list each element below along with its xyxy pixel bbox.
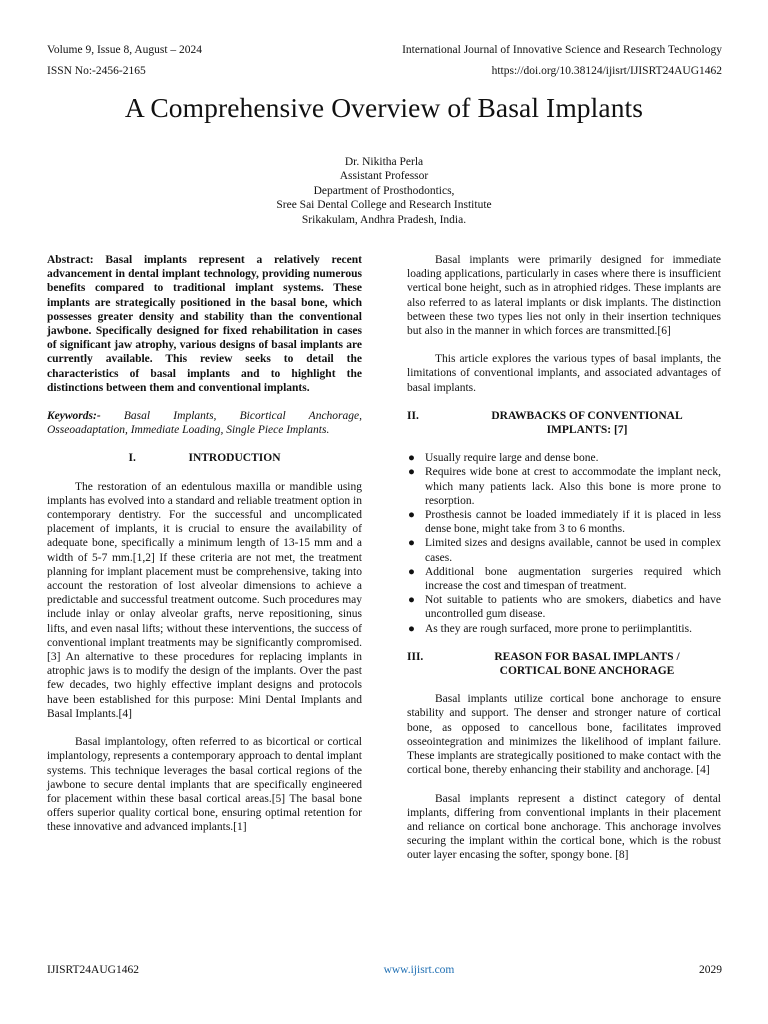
page-number: 2029	[698, 964, 722, 976]
keywords-label: Keywords:-	[47, 410, 101, 423]
author-college: Sree Sai Dental College and Research Institute	[276, 199, 492, 212]
abstract-text: Basal implants represent a relatively recent advancement in dental implant technology, providing numerous benefits compared to traditional implant systems. These implants are strategically positioned in the basal bone, which possesses greater density and stability than the conventional jawbone. Specifically designed for fixed rehabilitation in cases of significant jaw atrophy, various designs of basal implants are currently available. This review seeks to detail the characteristics of basal implants and to highlight the distinctions between them and conventional implants.	[47, 254, 362, 394]
paragraph: Basal implants represent a distinct category of dental implants, differing from conventional implants in their placement and reliance on cortical bone anchorage. This anchorage involves securing the implant within the cortical bone, which is the robust outer layer encasing the softer, spongy bone. [8]	[407, 792, 721, 862]
list-item-text: Additional bone augmentation surgeries required which increase the cost and timespan of treatment.	[425, 565, 721, 593]
footer-paper-id: IJISRT24AUG1462	[47, 964, 139, 976]
author-block	[0, 155, 768, 227]
paragraph: This article explores the various types of basal implants, the limitations of conventional implants, and associated advantages of basal implants.	[407, 353, 721, 394]
list-item	[407, 451, 721, 465]
list-item-text: Prosthesis cannot be loaded immediately if it is placed in less dense bone, might take from 3 to 6 months.	[425, 509, 721, 536]
list-item	[407, 536, 721, 564]
running-header-top	[47, 44, 722, 56]
section-heading-introduction	[47, 451, 362, 465]
section-number: I.	[128, 452, 136, 465]
abstract-label: Abstract:	[47, 254, 94, 266]
list-item	[407, 622, 721, 636]
section-number: II.	[407, 409, 419, 422]
paragraph: Basal implantology, often referred to as bicortical or cortical implantology, represents a contemporary approach to dental implant systems. This technique leverages the basal cortical regions of the jawbone to secure dental implants that are specifically engineered for placement within these basal cortical areas.[5] The basal bone offers superior quality cortical bone, ensuring optimal retention for these innovative and advanced implants.[1]	[47, 736, 362, 834]
list-item-text: Limited sizes and designs available, cannot be used in complex cases.	[425, 537, 721, 564]
paragraph: The restoration of an edentulous maxilla or mandible using implants has evolved into a standard and reliable treatment option in contemporary dentistry. For the successful and uncomplicated placement of implants, it is crucial to ensure the availability of adequate bone, specifically a minimum length of 13-15 mm and a width of 5-7 mm.[1,2] If these criteria are not met, the treatment planning for implant placement must be comprehensive, taking into account the restoration of lost alveolar dimensions to achieve a predictable and successful treatment outcome. Such procedures may include inlay or onlay alveolar grafts, nerve repositioning, sinus lifts, and even nasal lifts; without these interventions, the success of conventional implant treatments may be significantly compromised.[3] An alternative to these procedures for replacing implants in atrophic jaws is to modify the design of the implants. Over the past few decades, two highly effective implant designs and protocols have been established for this purpose: Mini Dental Implants and Basal Implants.[4]	[47, 480, 362, 720]
journal-name: International Journal of Innovative Science and Research Technology	[402, 44, 722, 56]
author-name: Dr. Nikitha Perla	[344, 156, 424, 168]
section-title-line2: CORTICAL BONE ANCHORAGE	[499, 665, 675, 678]
list-item	[407, 508, 721, 536]
keywords-text: Basal Implants, Bicortical Anchorage, Osseoadaptation, Immediate Loading, Single Piece Implants.	[47, 410, 362, 437]
keywords	[47, 409, 362, 437]
bullet-icon: ●	[408, 565, 415, 578]
footer-website-link[interactable]: www.ijisrt.com	[383, 964, 455, 976]
list-item-text: Usually require large and dense bone.	[425, 452, 599, 465]
paragraph: Basal implants were primarily designed for immediate loading applications, particularly in cases where there is insufficient vertical bone height, such as in atrophied ridges. These implants are also referred to as lateral implants or disk implants. The distinction between these two types lies not only in their insertion techniques but also in the manner in which forces are transmitted.[6]	[407, 254, 721, 338]
section-title-line1: REASON FOR BASAL IMPLANTS /	[494, 650, 680, 663]
list-item-text: Not suitable to patients who are smokers, diabetics and have uncontrolled gum disease.	[425, 594, 721, 621]
right-column	[407, 253, 721, 863]
bullet-icon: ●	[408, 622, 415, 635]
list-item	[407, 593, 721, 621]
drawbacks-list	[407, 451, 721, 636]
abstract	[47, 253, 362, 395]
author-location: Srikakulam, Andhra Pradesh, India.	[301, 213, 467, 226]
section-heading-reason	[407, 650, 721, 678]
left-column	[47, 253, 362, 835]
bullet-icon: ●	[408, 594, 415, 607]
page-footer	[47, 964, 722, 976]
author-position: Assistant Professor	[339, 170, 429, 183]
section-title-line1: DRAWBACKS OF CONVENTIONAL	[491, 409, 683, 422]
list-item	[407, 465, 721, 508]
author-department: Department of Prosthodontics,	[313, 184, 455, 197]
volume-issue: Volume 9, Issue 8, August – 2024	[47, 44, 203, 56]
section-title-line2: IMPLANTS: [7]	[546, 424, 628, 437]
list-item	[407, 565, 721, 593]
section-heading-drawbacks	[407, 409, 721, 437]
running-header-bottom	[47, 65, 722, 77]
section-title: INTRODUCTION	[188, 452, 281, 465]
list-item-text: As they are rough surfaced, more prone to periimplantitis.	[425, 622, 692, 635]
bullet-icon: ●	[408, 452, 415, 465]
paper-title: A Comprehensive Overview of Basal Implants	[124, 92, 644, 123]
bullet-icon: ●	[408, 509, 415, 522]
paragraph: Basal implants utilize cortical bone anchorage to ensure stability and support. The denser and stronger nature of cortical bone, as opposed to cancellous bone, facilitates improved osseointegration and minimizes the likelihood of implant failure. These implants are strategically positioned to make contact with the cortical bone, thereby enhancing their stability and anchorage. [4]	[407, 693, 721, 777]
bullet-icon: ●	[408, 537, 415, 550]
doi-link[interactable]: https://doi.org/10.38124/ijisrt/IJISRT24AUG1462	[491, 65, 722, 77]
bullet-icon: ●	[408, 466, 415, 479]
section-number: III.	[407, 650, 424, 663]
issn: ISSN No:-2456-2165	[47, 65, 146, 77]
list-item-text: Requires wide bone at crest to accommodate the implant neck, which many patients lack. Also this bone is more prone to resorption.	[425, 466, 721, 507]
